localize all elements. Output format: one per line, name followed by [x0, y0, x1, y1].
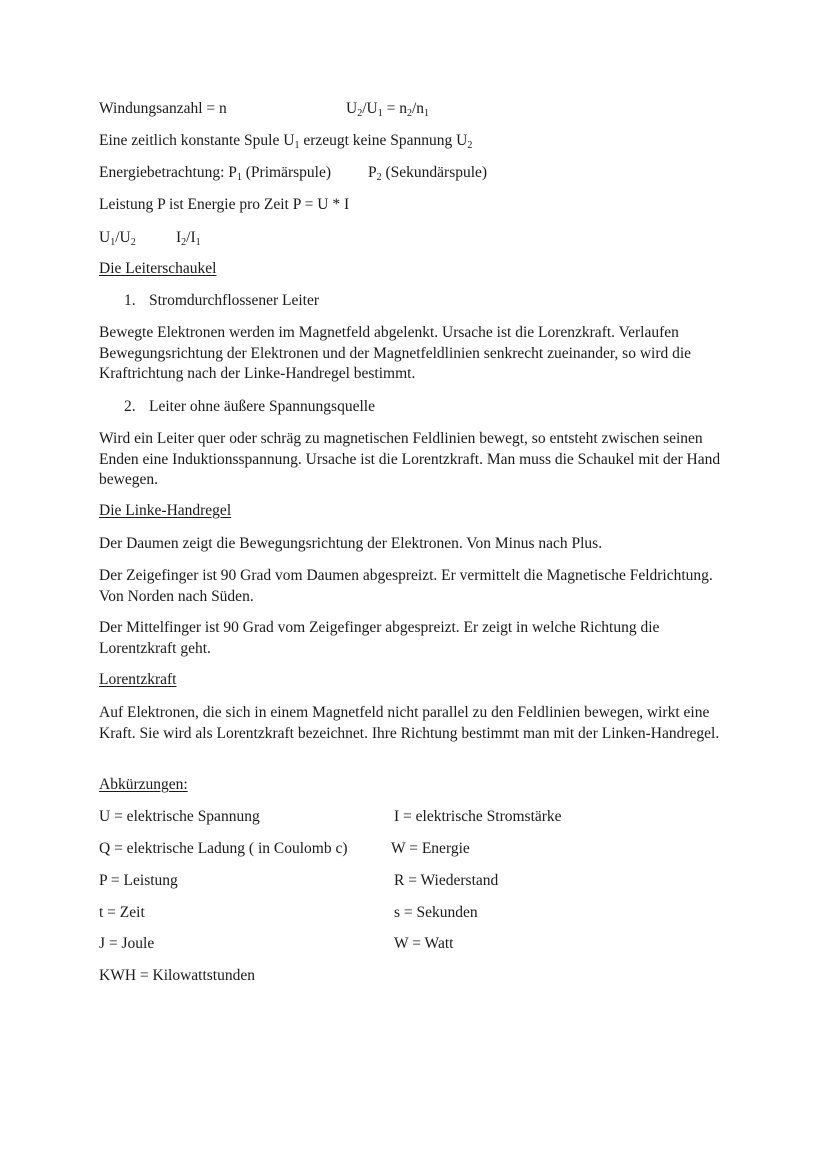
ratio-formula: $U_2/U_1 = n_2/n_1$ — [346, 100, 430, 119]
abkuerzungen-heading: Abkürzungen: — [99, 776, 188, 793]
konstante-spule-line: Eine zeitlich konstante Spule $U_1$ erzeugt keine Spannung $U_2$ — [99, 132, 473, 151]
list-item-text: Stromdurchflossener Leiter — [149, 292, 320, 309]
i-ratio: $I_2/I_1$ — [176, 229, 201, 248]
abbrev-right: R = Wiederstand — [394, 872, 499, 889]
abbrev-left: U = elektrische Spannung — [99, 808, 260, 825]
energiebetrachtung-p2: $P_2$ (Sekundärspule) — [368, 164, 488, 183]
windungsanzahl-text: Windungsanzahl = n — [99, 100, 227, 117]
abbrev-left: t = Zeit — [99, 904, 145, 921]
list-item-number: 2. — [124, 398, 136, 415]
handregel-heading: Die Linke-Handregel — [99, 502, 232, 519]
windungsanzahl-line — [99, 99, 227, 120]
abbrev-left: J = Joule — [99, 935, 155, 952]
lorentzkraft-heading: Lorentzkraft — [99, 671, 177, 688]
zeigefinger-paragraph: Der Zeigefinger ist 90 Grad vom Daumen abgespreizt. Er vermittelt die Magnetische Feldrichtung. Von Norden nach Süden. — [99, 567, 713, 605]
abbrev-right: W = Watt — [394, 935, 454, 952]
abbrev-left: P = Leistung — [99, 872, 178, 889]
leiterschaukel-paragraph-1: Bewegte Elektronen werden im Magnetfeld abgelenkt. Ursache ist die Lorenzkraft. Verlaufen Bewegungsrichtung der Elektronen und der Magnetfeldlinien senkrecht zueinander, so wird die Kraftrichtung nach der Linke-Handregel bestimmt. — [99, 324, 692, 382]
list-item-number: 1. — [124, 292, 136, 309]
daumen-paragraph: Der Daumen zeigt die Bewegungsrichtung der Elektronen. Von Minus nach Plus. — [99, 535, 603, 552]
abbrev-left: Q = elektrische Ladung ( in Coulomb c) — [99, 840, 348, 857]
abbrev-right: W = Energie — [391, 840, 470, 857]
list-item-text: Leiter ohne äußere Spannungsquelle — [149, 398, 375, 415]
lorentzkraft-paragraph: Auf Elektronen, die sich in einem Magnetfeld nicht parallel zu den Feldlinien bewegen, wirkt eine Kraft. Sie wird als Lorentzkraft bezeichnet. Ihre Richtung bestimmt man mit der Linken-Handregel. — [99, 704, 720, 742]
abbrev-last: KWH = Kilowattstunden — [99, 967, 255, 984]
leiterschaukel-heading: Die Leiterschaukel — [99, 260, 217, 277]
energiebetrachtung-line: Energiebetrachtung: $P_1$ (Primärspule) — [99, 164, 331, 183]
u-ratio: $U_1/U_2$ — [99, 229, 136, 248]
leiterschaukel-paragraph-2: Wird ein Leiter quer oder schräg zu magnetischen Feldlinien bewegt, so entsteht zwischen seinen Enden eine Induktionsspannung. Ursache ist die Lorentzkraft. Man muss die Schaukel mit der Hand bewegen. — [99, 430, 721, 488]
abbrev-right: s = Sekunden — [394, 904, 478, 921]
leistung-line: Leistung P ist Energie pro Zeit P = U * I — [99, 196, 350, 213]
abbrev-right: I = elektrische Stromstärke — [394, 808, 562, 825]
mittelfinger-paragraph: Der Mittelfinger ist 90 Grad vom Zeigefinger abgespreizt. Er zeigt in welche Richtung die Lorentzkraft geht. — [99, 619, 660, 657]
